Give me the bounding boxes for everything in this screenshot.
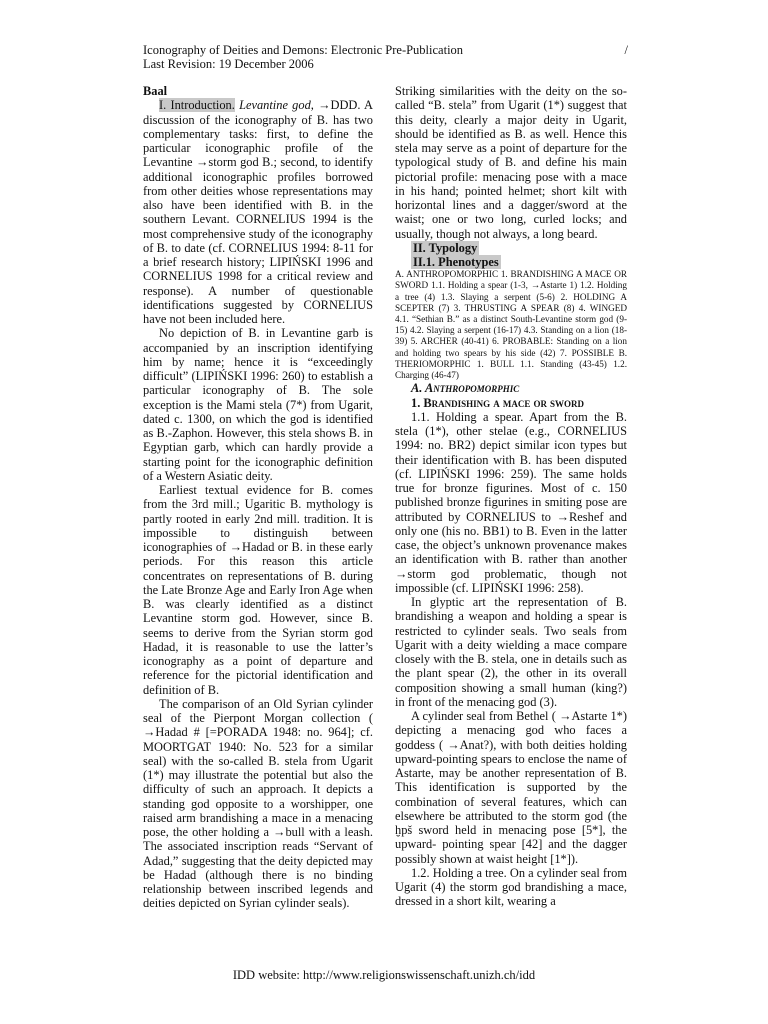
article-title: Baal [143, 84, 168, 98]
header-revision: Last Revision: 19 December 2006 [143, 57, 314, 71]
header-page-marker: / [624, 43, 628, 57]
header-title: Iconography of Deities and Demons: Electronic Pre-Publication [143, 43, 464, 57]
body-paragraph: No depiction of B. in Levantine garb is accompanied by an inscription identifying him by name; hence it is “exceedingly difficult” (LIPIŃSKI 1996: 260) to establish a particular iconography of B. The sole exception is the Mami stela (7*) from Ugarit, dated c. 1300, on which the god is identified as B.-Zaphon. However, this stela shows B. in Egyptian garb, which can hardly provide a starting point for the iconographic definition of a Western Asiatic deity. [143, 326, 373, 483]
intro-lead: Levantine god, [239, 98, 314, 113]
intro-text: A discussion of the iconography of B. has two complementary tasks: first, to define the particular iconographic profile of the Levantine →storm god B.; second, to identify additional iconographic profiles borrowed from other deities whose representations may also have been identified with B. in the southern Levant. CORNELIUS 1994 is the most comprehensive study of the iconography of B. to date (cf. CORNELIUS 1994: 8-11 for a brief research history; LIPIŃSKI 1996 and CORNELIUS 1998 for a critical review and response). A number of questionable identifications suggested by CORNELIUS have not been included here. [143, 98, 373, 326]
intro-cross-ref[interactable]: →DDD. [318, 98, 361, 113]
body-paragraph: 1.2. Holding a tree. On a cylinder seal from Ugarit (4) the storm god brandishing a mace, dressed in a short kilt, wearing a [395, 865, 627, 909]
phenotypes-list: A. ANTHROPOMORPHIC 1. BRANDISHING A MACE OR SWORD 1.1. Holding a spear (1-3, →Astarte 1) 1.2. Holding a tree (4) 1.3. Slaying a serpent (5-6) 2. HOLDING A SCEPTER (7) 3. THRUSTING A SPEAR (8) 4. WINGED 4.1. “Sethian B.” as a distinct South-Levantine storm god (9-15) 4.2. Slaying a serpent (16-17) 4.3. Standing on a lion (18-39) 5. ARCHER (40-41) 6. PROBABLE: Standing on a lion and holding two spears by his side (42) 7. POSSIBLE B. THERIOMORPHIC 1. BULL 1.1. Standing (43-45) 1.2. Charging (46-47) [395, 269, 627, 381]
intro-heading: I. Introduction. [159, 98, 235, 113]
left-column [143, 84, 373, 911]
intro-paragraph [143, 98, 373, 326]
body-paragraph: A cylinder seal from Bethel ( →Astarte 1*) depicting a menacing god who faces a goddess ( →Anat?), with both deities holding upward-pointing spears to enclose the name of Astarte, may be another representation of B. This identification is supported by the combination of several features, which can elsewhere be attributed to the storm god (the ḫpš sword held in menacing pose [5*], the upward- pointing spear [42] and the dagger possibly shown at waist height [1*]). [395, 709, 627, 866]
body-paragraph: Striking similarities with the deity on the so-called “B. stela” from Ugarit (1*) suggest that this deity, clearly a major deity in Ugarit, should be identified as B. as well. Hence this stela may serve as a point of departure for the typological study of B. and define his main pictorial profile: menacing pose with a mace in his hand; pointed helmet; short kilt with horizontal lines and a dagger/sword at the waist; one or two long, curled locks; and usually, though not always, a long beard. [395, 84, 627, 241]
body-paragraph: The comparison of an Old Syrian cylinder seal of the Pierpont Morgan collection ( →Hadad # [=PORADA 1948: no. 964]; cf. MOORTGAT 1940: No. 523 for a similar seal) with the so-called B. stela from Ugarit (1*) may illustrate the potential but also the difficulty of such an approach. It depicts a standing god opposite to a worshipper, one raised arm brandishing a mace in a menacing pose, the other holding a →bull with a leash. The associated inscription reads “Servant of Adad,” suggesting that the deity depicted may be Hadad (although there is no binding relationship between inscribed legends and deities depicted on Syrian cylinder seals). [143, 696, 373, 911]
typology-heading: II. Typology [413, 240, 478, 255]
body-paragraph: Earliest textual evidence for B. comes from the 3rd mill.; Ugaritic B. mythology is partly rooted in early 2nd mill. tradition. It is impossible to distinguish between iconographies of →Hadad or B. in these early periods. For this reason this article concentrates on representations of B. during the Late Bronze Age and Early Iron Age when B. was clearly identified as a distinct Levantine storm god. However, since B. seems to derive from the Syrian storm god Hadad, it is reasonable to use the latter’s iconography as a point of departure and reference for the pictorial identification and definition of B. [143, 483, 373, 697]
body-paragraph: 1.1. Holding a spear. Apart from the B. stela (1*), other stelae (e.g., CORNELIUS 1994: no. BR2) depict similar icon types but their identification with B. has been disputed (cf. LIPIŃSKI 1996: 259). The same holds true for bronze figurines. Most of c. 150 published bronze figurines in smiting pose are attributed by CORNELIUS to →Reshef and only one (his no. BB1) to B. Even in the latter case, the object’s unknown provenance makes an identification with B. rather than another →storm god problematic, though not impossible (cf. LIPIŃSKI 1996: 258). [395, 409, 627, 595]
right-column [395, 84, 627, 909]
running-header [143, 43, 628, 71]
body-paragraph: In glyptic art the representation of B. brandishing a weapon and holding a spear is restricted to cylinder seals. Two seals from Ugarit with a deity wielding a mace compare closely with the B. stela, one in details such as the plant spear (2), the other in its overall composition showing a small human (king?) in front of the menacing god (3). [395, 595, 627, 709]
footer-website[interactable]: IDD website: http://www.religionswissenschaft.unizh.ch/idd [232, 968, 536, 982]
section-a-heading: A. Anthropomorphic [411, 381, 520, 396]
section-1-heading: 1. Brandishing a mace or sword [411, 395, 585, 410]
phenotypes-heading: II.1. Phenotypes [413, 255, 499, 269]
